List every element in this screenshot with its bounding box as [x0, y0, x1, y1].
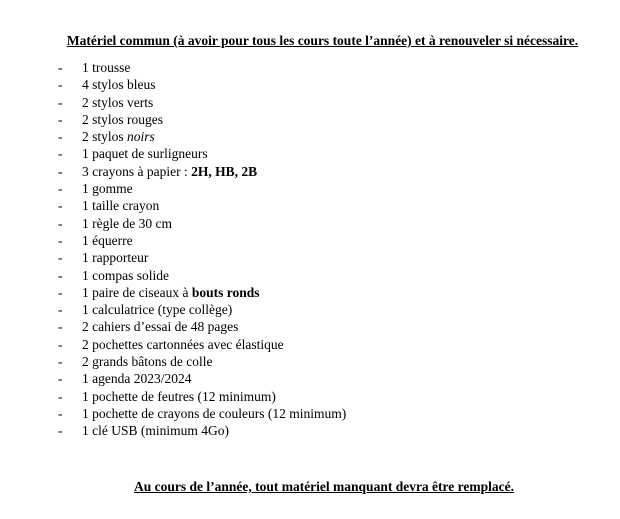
list-item-text: 1 pochette de crayons de couleurs (12 minimum) [82, 405, 347, 421]
supply-list [58, 59, 346, 440]
list-item-text: 1 paquet de surligneurs [82, 146, 208, 162]
list-item [58, 249, 346, 266]
list-bullet: - [58, 423, 63, 439]
list-item-bold-text: bouts ronds [191, 284, 260, 300]
list-item [58, 284, 346, 301]
list-bullet: - [58, 111, 63, 127]
list-bullet: - [58, 319, 63, 335]
list-item [58, 232, 346, 249]
list-item-text: 2 cahiers d’essai de 48 pages [82, 319, 239, 335]
list-item [58, 94, 346, 111]
list-item-text: 1 rapporteur [82, 250, 149, 266]
list-item [58, 301, 346, 318]
list-item [58, 145, 346, 162]
list-bullet: - [58, 129, 63, 145]
list-item-bold-text: 2H, HB, 2B [191, 163, 258, 179]
list-item [58, 76, 346, 93]
list-bullet: - [58, 302, 63, 318]
list-bullet: - [58, 336, 63, 352]
list-bullet: - [58, 267, 63, 283]
list-item-text: 1 calculatrice (type collège) [82, 302, 233, 318]
list-item [58, 128, 346, 145]
list-item-text: 2 stylos verts [82, 94, 154, 110]
list-item-text: 2 stylos rouges [82, 111, 163, 127]
list-item-text: 1 taille crayon [82, 198, 160, 214]
document-title: Matériel commun (à avoir pour tous les cours toute l’année) et à renouveler si nécessaire. [66, 33, 579, 48]
list-item-text: 1 trousse [82, 60, 131, 75]
list-item [58, 370, 346, 387]
list-bullet: - [58, 60, 63, 75]
list-bullet: - [58, 163, 63, 179]
list-item [58, 353, 346, 370]
list-bullet: - [58, 388, 63, 404]
list-item [58, 59, 346, 76]
list-bullet: - [58, 405, 63, 421]
list-item-text: 2 stylos [82, 129, 128, 145]
list-bullet: - [58, 284, 63, 300]
list-item-text: 1 équerre [82, 232, 133, 248]
list-item [58, 422, 346, 439]
list-bullet: - [58, 215, 63, 231]
list-item [58, 405, 346, 422]
list-item-text: 4 stylos bleus [82, 77, 156, 93]
list-bullet: - [58, 250, 63, 266]
list-item-text: 1 agenda 2023/2024 [82, 371, 192, 387]
list-item-text: 1 règle de 30 cm [82, 215, 172, 231]
list-bullet: - [58, 371, 63, 387]
list-item [58, 336, 346, 353]
list-item-text: 1 compas solide [82, 267, 169, 283]
list-bullet: - [58, 146, 63, 162]
list-item-text: 1 pochette de feutres (12 minimum) [82, 388, 276, 404]
list-item [58, 163, 346, 180]
list-item-text: 1 gomme [82, 181, 133, 197]
list-item [58, 197, 346, 214]
list-bullet: - [58, 354, 63, 370]
list-item [58, 388, 346, 405]
list-item-text: 3 crayons à papier : [82, 163, 192, 179]
list-item-italic-text: noirs [127, 129, 155, 145]
list-bullet: - [58, 198, 63, 214]
list-bullet: - [58, 77, 63, 93]
footer-note: Au cours de l’année, tout matériel manquant devra être remplacé. [133, 479, 515, 494]
list-item-text: 2 pochettes cartonnées avec élastique [82, 336, 284, 352]
list-bullet: - [58, 94, 63, 110]
list-item-text: 1 clé USB (minimum 4Go) [82, 423, 229, 439]
list-item-text: 1 paire de ciseaux à [82, 284, 192, 300]
list-item [58, 215, 346, 232]
list-bullet: - [58, 232, 63, 248]
list-item [58, 111, 346, 128]
list-item [58, 267, 346, 284]
list-item-text: 2 grands bâtons de colle [82, 354, 213, 370]
list-item [58, 318, 346, 335]
list-bullet: - [58, 181, 63, 197]
list-item [58, 180, 346, 197]
